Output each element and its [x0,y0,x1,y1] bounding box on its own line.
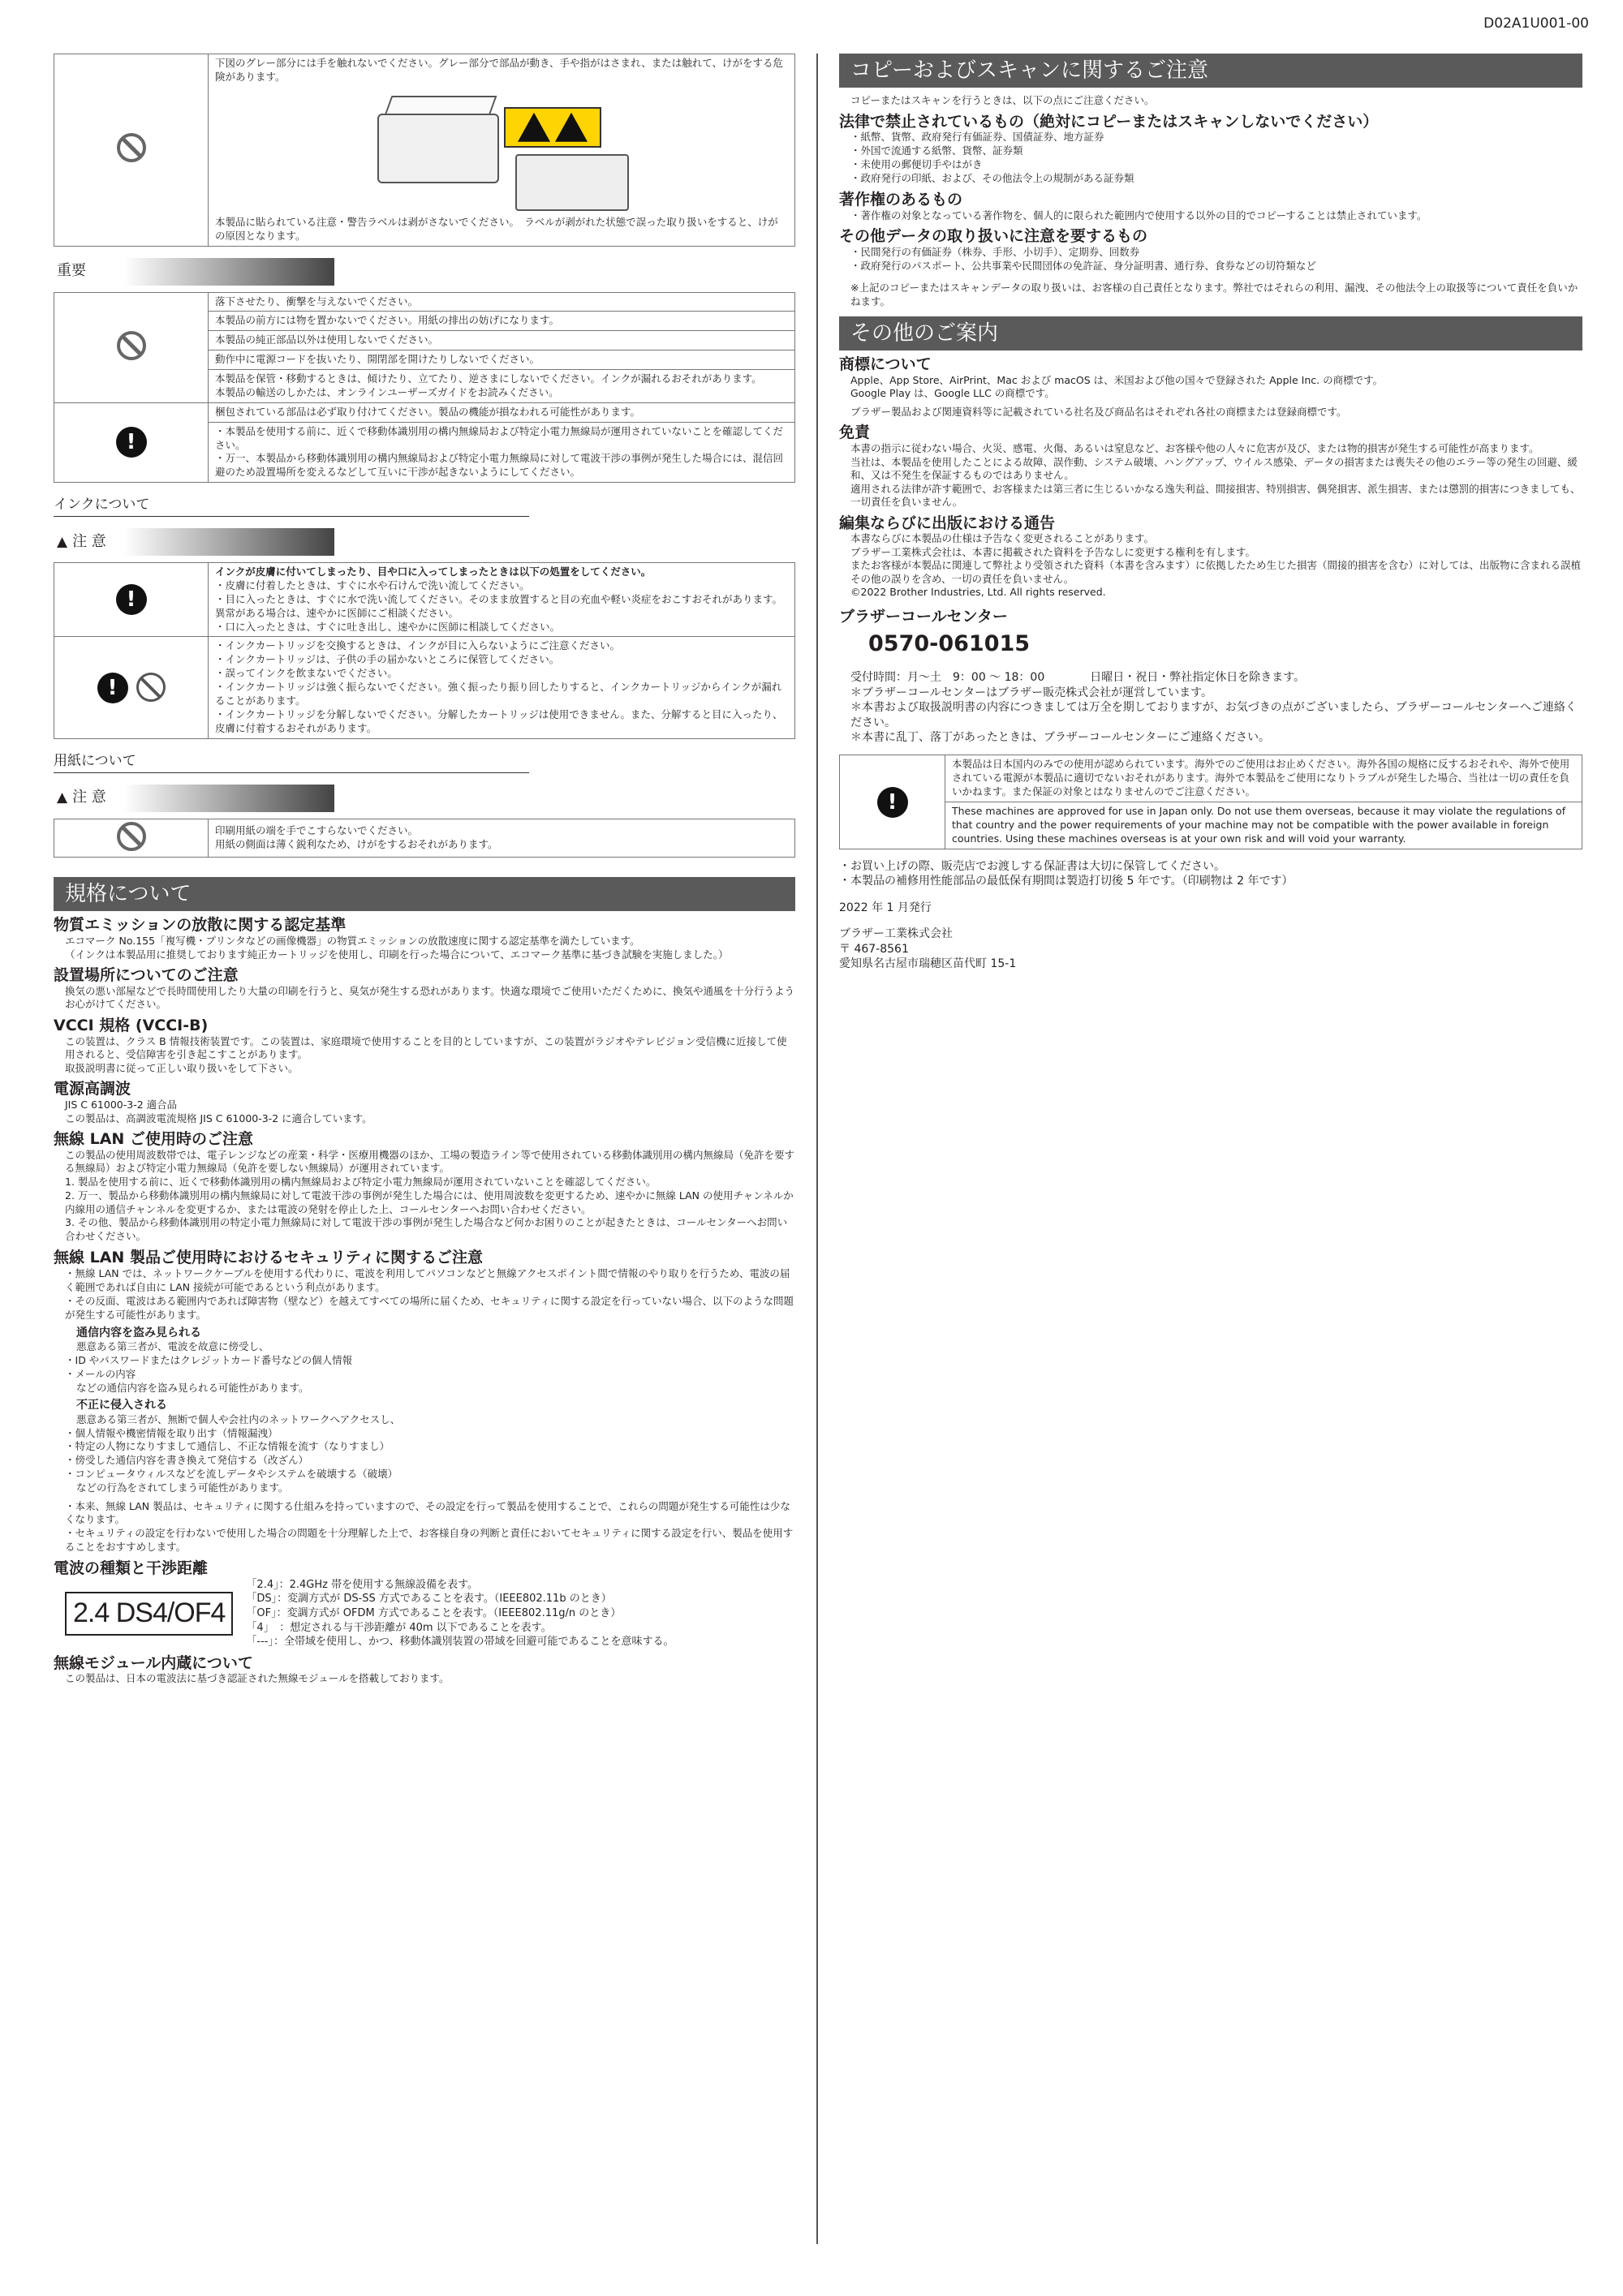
list-item: ・ コンピュータウィルスなどを流しデータやシステムを破壊する（破壊） [65,1468,795,1481]
important-row: 落下させたり、衝撃を与えないでください。 [209,292,795,312]
section-text: 本書ならびに本製品の仕様は予告なく変更されることがあります。 ブラザー工業株式会社は、本書に掲載された資料を予告なしに変更する権利を有します。 またお客様が本製品に関連して弊社より受領された資料（本書を含みます）に依拠したため生じた損害（間接的損害を含む）に対しては、出版物に含まれる誤植その他の誤りを含め、一切の責任を負いません。 ©2022 Brother Industries, Ltd. All rights reserved. [850,532,1582,599]
section-title: 物質エミッションの放散に関する認定基準 [54,916,347,935]
list-item: ・ 民間発行の有価証券（株券、手形、小切手）、定期券、回数券 [850,246,1582,260]
list-item: ・ メールの内容 [65,1368,795,1382]
list-item: ・ セキュリティの設定を行わないで使用した場合の問題を十分理解した上で、お客様自身の判断と責任においてセキュリティに関する設定を行い、製品を使用することをおすすめします。 [65,1527,795,1554]
list-item: ・ インクカートリッジは強く振らないでください。強く振ったり振り回したりすると、インクカートリッジからインクが漏れることがあります。 [215,681,788,708]
legend-line: 「---」：全帯域を使用し、かつ、移動体識別装置の帯域を回避可能であることを意味する。 [246,1636,674,1649]
ink-heading: インクについて [54,496,529,517]
bullet-list [65,1427,795,1482]
important-row: 本製品の純正部品以外は使用しないでください。 [209,331,795,350]
section-text: コピーまたはスキャンを行うときは、以下の点にご注意ください。 [850,94,1155,106]
section-text: などの通信内容を盗み見られる可能性があります。 [76,1381,309,1394]
section-text: この製品の使用周波数帯では、電子レンジなどの産業・科学・医療用機器のほか、工場の製造ライン等で使用されている移動体識別用の構内無線局（免許を要する無線局）および特定小電力無線局（免許を要しない無線局）が運用されています。 [65,1148,795,1175]
important-row: 本製品を保管・移動するときは、傾けたり、立てたり、逆さまにしないでください。インクが漏れるおそれがあります。 本製品の輸送のしかたは、オンラインユーザーズガイドをお読みください。 [209,370,795,403]
caution-bar [54,528,334,556]
list-item: ・ 口に入ったときは、すぐに吐き出し、速やかに医師に相談してください。 [215,621,788,634]
prohibit-cell [54,54,209,247]
paper-text: 印刷用紙の端を手でこすらないでください。 用紙の側面は薄く鋭利なため、けがをするおそれがあります。 [209,819,795,858]
radio-cell [209,422,795,483]
address: 愛知県名古屋市瑞穂区苗代町 15-1 [839,957,1017,971]
bullet-list [850,209,1582,223]
bullet-list [850,131,1582,186]
paper-table [54,819,795,858]
spec-title: 規格について [54,877,795,911]
list-item: 3. その他、製品から移動体識別用の特定小電力無線局に対して電波干渉の事例が発生した場合など何かお困りのことが起きたときは、コールセンターへお問い合わせください。 [65,1216,788,1243]
section-text: 換気の悪い部屋などで長時間使用したり大量の印刷を行うと、臭気が発生する恐れがあります。快適な環境でご使用いただくために、換気や通風を十分行うようお心がけてください。 [65,984,795,1011]
bullet-list [65,1500,795,1555]
section-title: その他データの取り扱いに注意を要するもの [839,227,1148,246]
overseas-jp: 本製品は日本国内のみでの使用が認められています。海外でのご使用はお止めください。海外各国の規格に反するおそれや、海外で使用されている電源が本製品に適切でないおそれがあります。海外で本製品をご使用になりトラブルが発生した場合、当社は一切の責任を負いかねます。また保証の対象とはなりませんのでご注意ください。 [945,755,1582,802]
document-code: D02A1U001-00 [1483,15,1589,32]
column-divider [816,54,818,2244]
subsection-title: 通信内容を盗み見られる [76,1326,201,1339]
section-text: この製品は、日本の電波法に基づき認証された無線モジュールを搭載しております。 [65,1672,450,1685]
section-title: 電波の種類と干渉距離 [54,1559,209,1578]
note-item: ＊本書に乱丁、落丁があったときは、ブラザーコールセンターにご連絡ください。 [850,731,1271,745]
ink-table [54,562,795,739]
copy-title: コピーおよびスキャンに関するご注意 [839,54,1582,88]
ink-cell [209,637,795,738]
list-item: ・ 皮膚に付着したときは、すぐに水や石けんで洗い流してください。 [215,579,788,593]
mandatory-cell [54,402,209,482]
hours-text: 受付時間：月～土 9：00 ～ 18：00 日曜日・祝日・弊社指定休日を除きます。 [850,671,1306,685]
section-text: などの行為をされてしまう可能性があります。 [76,1481,289,1494]
section-text: この装置は、クラス B 情報技術装置です。この装置は、家庭環境で使用することを目的としていますが、この装置がラジオやテレビジョン受信機に近接して使用されると、受信障害を引き起こすことがあります。 取扱説明書に従って正しい取り扱いをして下さい。 [65,1034,787,1074]
zoom-detail-image [515,154,629,211]
ink-cell [209,563,795,637]
label-text: 本製品に貼られている注意・警告ラベルは剥がさないでください。 ラベルが剥がれた状態で誤った取り扱いをすると、けがの原因となります。 [215,215,778,242]
subsection-title: 不正に侵入される [76,1399,167,1412]
section-title: VCCI 規格 (VCCI-B) [54,1016,209,1034]
important-bar [54,258,334,286]
no-disassembly-icon [136,673,166,702]
warning-icon [518,113,550,142]
zip-code: 〒 467-8561 [839,942,909,956]
important-title: 重要 [57,262,86,280]
bullet-list [65,1354,795,1382]
ink-lead: インクが皮膚に付いてしまったり、目や口に入ってしまったときは以下の処置をしてください。 [215,565,652,578]
other-title: その他のご案内 [839,316,1582,350]
list-item: ・ インクカートリッジを分解しないでください。分解したカートリッジは使用できません。また、分解すると目に入ったり、皮膚に付着するおそれがあります。 [215,708,788,736]
printer-image [377,114,499,183]
section-title: 著作権のあるもの [839,190,963,209]
section-title: 無線モジュール内蔵について [54,1653,253,1672]
list-item: ・ 外国で流通する紙幣、貨幣、証券類 [850,144,1582,158]
section-text: JIS C 61000-3-2 適合品 この製品は、高調波電流規格 JIS C 61000-3-2 に適合しています。 [65,1099,372,1124]
prohibit-cell [54,819,209,858]
prohibited-icon [117,822,146,851]
important-table [54,292,795,484]
list-item: ・ 目に入ったときは、すぐに水で洗い流してください。そのまま放置すると目の充血や軽い炎症をおこすおそれがあります。異常がある場合は、速やかに医師にご相談ください。 [215,593,788,621]
section-text: 悪意ある第三者が、無断で個人や会社内のネットワークへアクセスし、 [76,1413,401,1426]
list-item: ・ 特定の人物になりすまして通信し、不正な情報を流す（なりすまし） [65,1440,795,1454]
issue-date: 2022 年 1 月発行 [839,901,932,914]
bullet-list [65,1267,795,1322]
important-row: 動作中に電源コードを抜いたり、開閉部を開けたりしないでください。 [209,350,795,370]
right-column [839,54,1582,972]
section-title: 電源高調波 [54,1080,131,1099]
section-title: 無線 LAN 製品ご使用時におけるセキュリティに関するご注意 [54,1249,484,1267]
legend-line: 「OF」：変調方式が OFDM 方式であることを表す。（IEEE802.11g/n のとき） [246,1606,622,1619]
radio-legend [246,1578,674,1649]
list-item: ・ 本来、無線 LAN 製品は、セキュリティに関する仕組みを持っていますので、その設定を行って製品を使用することで、これらの問題が発生する可能性は少なくなります。 [65,1500,795,1528]
section-title: 免責 [839,424,871,442]
footer-note: ・お買い上げの際、販売店でお渡しする保証書は大切に保管してください。 [839,859,1225,873]
note-text: ※上記のコピーまたはスキャンデータの取り扱いは、お客様の自己責任となります。弊社ではそれらの利用、漏洩、その他法令上の取扱等について責任を負いかねます。 [850,282,1578,307]
warning-icon: ▲ [57,533,68,550]
section-text: ブラザー製品および関連資料等に記載されている社名及び商品名はそれぞれ各社の商標または登録商標です。 [850,405,1347,418]
list-item: ・ インクカートリッジは、子供の手の届かないところに保管してください。 [215,653,788,667]
warning-icon [555,113,588,142]
hazard-cell [209,54,795,247]
mandatory-cell [840,755,945,849]
warning-label-image [504,107,601,148]
list-item: ・ 政府発行のパスポート、公共事業や民間団体の免許証、身分証明書、通行券、食券などの切符類など [850,260,1582,273]
overseas-en: These machines are approved for use in Japan only. Do not use them overseas, because it may violate the regulations of that country and the power requirements of your machine may not be compatible with the power available in foreign countries. Using these machines overseas is at your own risk and will void your warranty. [945,802,1582,849]
radio-info [65,1578,795,1649]
hazard-text: 下図のグレー部分には手を触れないでください。グレー部分で部品が動き、手や指がはさまれ、または触れて、けがをする危険があります。 [215,57,784,83]
list-item: ・ 万一、本製品から移動体識別用の構内無線局および特定小電力無線局に対して電波干渉の事例が発生した場合には、混信回避のため設置場所を変えるなどして互いに干渉が起きないようにしてください。 [215,452,788,479]
left-column [54,54,795,1686]
mandatory-cell [54,563,209,637]
caution-bar [54,785,334,812]
prohibited-icon [117,331,146,360]
list-item: ・ その反面、電波はある範囲内であれば障害物（壁など）を越えてすべての場所に届くため、セキュリティに関する設定を行っていない場合、以下のような問題が発生する可能性があります。 [65,1295,795,1322]
prohibited-icon [117,133,146,162]
phone-number: 0570-061015 [868,630,1031,656]
section-text: 悪意ある第三者が、電波を故意に傍受し、 [76,1340,269,1353]
list-item: ・ 無線 LAN では、ネットワークケーブルを使用する代わりに、電波を利用してパソコンなどと無線アクセスポイント間で情報のやり取りを行うため、電波の届く範囲であれば自由に LAN 接続が可能であるという利点があります。 [65,1267,795,1295]
overseas-table [839,755,1582,849]
hazard-table [54,54,795,247]
section-title: 法律で禁止されているもの（絶対にコピーまたはスキャンしないでください） [839,112,1379,131]
printer-illustration [215,89,788,211]
list-item: ・ ID やパスワードまたはクレジットカード番号などの個人情報 [65,1354,795,1368]
legend-line: 「4」 ：想定される与干渉距離が 40m 以下であることを表す。 [246,1621,552,1634]
prohibit-cell [54,292,209,402]
section-title: 無線 LAN ご使用時のご注意 [54,1130,253,1149]
important-row: 本製品の前方には物を置かないでください。用紙の排出の妨げになります。 [209,312,795,331]
bullet-list [850,246,1582,273]
list-item: ・ 紙幣、貨幣、政府発行有価証券、国債証券、地方証券 [850,131,1582,144]
section-title: 設置場所についてのご注意 [54,966,239,985]
section-title: 商標について [839,355,932,374]
mandatory-icon: ! [97,673,128,703]
caution-label: 注 意 [72,532,106,550]
list-item: ・ 誤ってインクを飲まないでください。 [215,667,788,681]
section-text: 本書の指示に従わない場合、火災、感電、火傷、あるいは窒息など、お客様や他の人々に危害が及び、または物的損害が発生する可能性が高まります。 当社は、本製品を使用したことによる故障、誤作動、システム破壊、ハングアップ、ウイルス感染、データの損害または喪失その他のエラー等の発生の回避、緩和、又は不発生を保証するものではありません。 適用される法律が許す範囲で、お客様または第三者に生じるいかなる逸失利益、間接損害、特別損害、偶発損害、派生損害、または懲罰的損害につきましても、一切責任を負いません。 [850,442,1581,509]
icons-cell [54,637,209,738]
section-title: 編集ならびに出版における通告 [839,514,1056,532]
numbered-list [65,1176,795,1244]
legend-line: 「DS」：変調方式が DS-SS 方式であることを表す。（IEEE802.11b のとき） [246,1593,612,1606]
warning-icon: ▲ [57,789,68,806]
note-item: ＊本書および取扱説明書の内容につきましては万全を期しておりますが、お気づきの点がございましたら、ブラザーコールセンターへご連絡ください。 [850,701,1577,729]
radio-logo: 2.4 DS4/OF4 [65,1592,233,1636]
list-item: 1. 製品を使用する前に、近くで移動体識別用の構内無線局および特定小電力無線局が運用されていないことを確認してください。 [65,1175,657,1188]
section-text: エコマーク No.155「複写機・プリンタなどの画像機器」の物質エミッションの放散速度に関する認定基準を満たしています。 （インクは本製品用に推奨しております純正カートリッジを使用し、印刷を行った場合について、エコマーク基準に基づき試験を実施しました。） [65,935,729,961]
list-item: ・ 著作権の対象となっている著作物を、個人的に限られた範囲内で使用する以外の目的でコピーすることは禁止されています。 [850,209,1582,223]
caution-label: 注 意 [72,789,106,806]
list-item: ・ 個人情報や機密情報を取り出す（情報漏洩） [65,1427,795,1441]
list-item: ・ 未使用の郵便切手やはがき [850,158,1582,172]
list-item: ・ 本製品を使用する前に、近くで移動体識別用の構内無線局および特定小電力無線局が運用されていないことを確認してください。 [215,425,788,453]
note-list [850,686,1582,746]
paper-heading: 用紙について [54,752,529,773]
legend-line: 「2.4」：2.4GHz 帯を使用する無線設備を表す。 [246,1578,479,1591]
section-title: ブラザーコールセンター [839,607,1008,626]
note-item: ＊ブラザーコールセンターはブラザー販売株式会社が運営しています。 [850,686,1213,699]
mandatory-icon: ! [116,427,147,458]
list-item: ・ 傍受した通信内容を書き換えて発信する（改ざん） [65,1454,795,1468]
section-text: Apple、App Store、AirPrint、Mac および macOS は、米国および他の国々で登録された Apple Inc. の商標です。 Google Play は、Google LLC の商標です。 [850,373,1384,400]
important-row: 梱包されている部品は必ず取り付けてください。製品の機能が損なわれる可能性があります。 [209,402,795,422]
footer-note: ・本製品の補修用性能部品の最低保有期間は製造打切後 5 年です。（印刷物は 2 年です） [839,875,1294,888]
company-name: ブラザー工業株式会社 [839,927,953,941]
mandatory-icon: ! [877,787,908,818]
list-item: 2. 万一、製品から移動体識別用の構内無線局に対して電波干渉の事例が発生した場合には、使用周波数を変更するため、速やかに無線 LAN の使用チャンネルか内線用の通信チャンネルを変更するか、または電波の発射を停止した上、コールセンターへお問い合わせください。 [65,1189,794,1215]
list-item: ・ インクカートリッジを交換するときは、インクが目に入らないようにご注意ください。 [215,639,788,653]
mandatory-icon: ! [116,584,147,615]
list-item: ・ 政府発行の印紙、および、その他法令上の規制がある証券類 [850,172,1582,186]
